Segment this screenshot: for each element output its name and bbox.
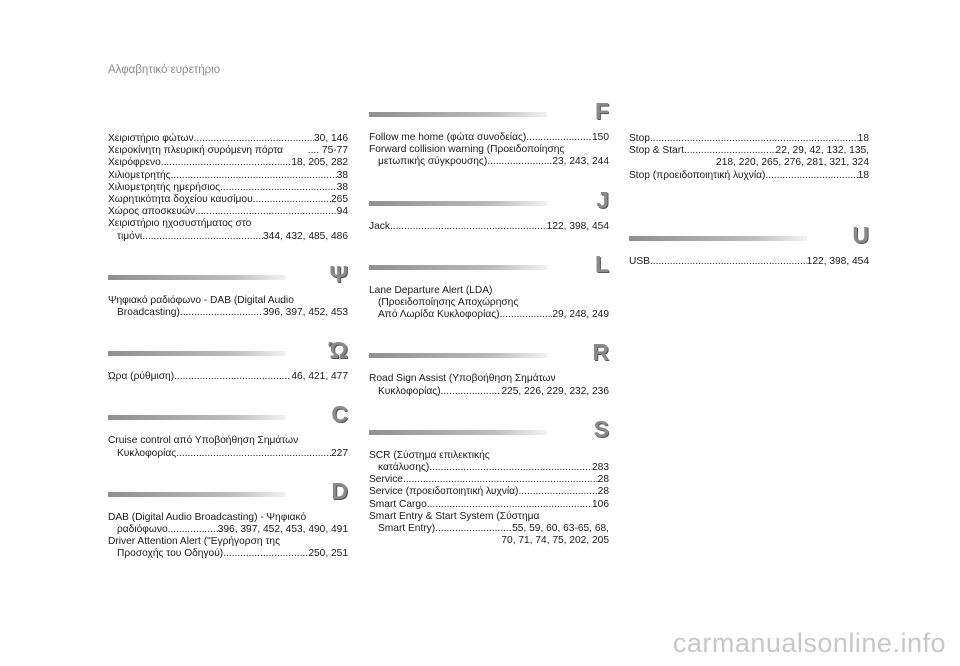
index-section [629,221,869,268]
index-entry[interactable] [369,499,609,511]
dot-leader [174,371,291,383]
section-divider [629,236,807,241]
index-entry[interactable] [369,221,609,233]
index-entry[interactable] [108,435,348,459]
entry-term: Broadcasting) [117,307,180,319]
index-section [629,133,869,182]
index-line [369,156,609,168]
section-divider [369,353,547,358]
index-line [369,474,609,486]
section-divider [369,430,547,435]
dot-leader [650,133,858,145]
section-header [369,250,609,281]
page-refs[interactable]: 344, 432, 485, 486 [263,230,348,242]
entry-term: κατάλυσης) [378,462,430,474]
entry-term: Stop (προειδοποιητική λυχνία) [629,169,766,181]
entry-term: Χιλιομετρητής ημερήσιος [108,181,221,193]
section-letter: L [594,250,609,277]
entry-term: Χωρητικότητα δοχείου καυσίμου [108,194,253,206]
index-line [369,386,609,398]
dot-leader [500,309,553,321]
index-entry[interactable] [108,295,348,319]
dot-leader [650,256,807,268]
index-entry[interactable] [108,145,348,157]
section-divider [108,415,286,420]
index-column-3 [629,133,869,268]
dot-leader [180,307,263,319]
entry-term: Service [369,474,403,486]
section-letter: J [596,186,609,213]
index-line [108,157,348,169]
entry-term: Ψηφιακό ραδιόφωνο - DAB (Digital Audio [108,294,294,306]
page-header: Αλφαβητικό ευρετήριο [108,64,221,76]
dot-leader [441,386,502,398]
dot-leader [403,474,598,486]
index-line [369,523,609,535]
section-letter: U [852,221,869,248]
section-divider [369,265,547,270]
index-section [369,250,609,322]
page-refs[interactable]: 23, 243, 244 [552,156,609,168]
index-line [108,548,348,560]
page-refs[interactable]: 38 [336,169,348,181]
page-refs[interactable]: 18 [857,169,869,181]
index-entry[interactable] [369,144,609,168]
section-letter: D [331,477,348,504]
entry-term: Driver Attention Alert ("Εγρήγορση της [108,536,280,548]
index-column-1 [108,133,348,561]
index-line [369,221,609,233]
section-header [108,403,348,431]
index-entry[interactable] [369,486,609,498]
entry-term: Κυκλοφορίας [117,447,177,459]
dot-leader [765,170,857,182]
entry-term: Smart Entry) [378,523,436,535]
index-entry[interactable] [108,371,348,383]
dot-leader [194,133,314,145]
entry-term: Stop & Start [629,145,684,157]
entry-term: Χώρος αποσκευών [108,206,195,218]
dot-leader [253,194,331,206]
dot-leader [526,132,592,144]
index-line [369,309,609,321]
page-refs[interactable]: 30, 146 [314,133,348,144]
index-line [369,486,609,498]
entry-term: Road Sign Assist (Υποβοήθηση Σημάτων [369,373,556,385]
section-letter: R [592,339,609,366]
entry-term: μετωπικής σύγκρουσης) [378,156,488,168]
dot-leader [176,448,331,460]
section-divider [108,275,286,280]
dot-leader [518,486,597,498]
page-refs[interactable]: 18 [857,133,869,144]
section-letter: Ψ [329,260,348,287]
index-line [108,448,348,460]
index-line [108,194,348,206]
section-divider [369,201,547,206]
page-refs[interactable]: 29, 248, 249 [552,309,609,321]
index-entry[interactable] [108,218,348,242]
dot-leader [142,231,263,243]
page-refs[interactable]: 55, 59, 60, 63-65, 68, [512,523,609,535]
index-entry[interactable] [369,285,609,322]
index-entry[interactable] [629,170,869,182]
page-refs[interactable]: 94 [336,206,348,218]
index-entry[interactable] [108,206,348,218]
page-refs[interactable]: 28 [597,474,609,486]
index-section [369,186,609,233]
page-refs[interactable]: 38 [336,181,348,193]
index-line [629,145,869,157]
page-refs[interactable]: 122, 398, 454 [546,220,609,232]
section-divider [108,351,286,356]
index-line [369,132,609,144]
index-line [629,170,869,182]
index-line [369,499,609,511]
entry-term: Ώρα (ρύθμιση) [108,371,175,383]
dot-leader [429,462,592,474]
section-header [369,415,609,446]
index-line [108,371,348,383]
entry-term: Follow me home (φώτα συνοδείας) [369,132,527,143]
index-entry[interactable] [369,373,609,397]
entry-term: SCR (Σύστημα επιλεκτικής [369,449,490,461]
section-header [108,477,348,508]
entry-term: Χειρόφρενο [108,157,161,169]
index-section [108,133,348,243]
index-line [108,524,348,536]
index-section [108,339,348,383]
index-line [629,256,869,268]
index-section [369,415,609,548]
page-refs[interactable]: 283 [592,462,609,474]
index-entry[interactable] [369,474,609,486]
section-divider [108,492,286,497]
section-header [369,186,609,217]
entry-term: Stop [629,133,650,144]
page-refs[interactable]: 150 [592,132,609,143]
index-line [108,133,348,145]
section-header [108,339,348,367]
index-line [108,170,348,182]
entry-term: Lane Departure Alert (LDA) [369,284,493,296]
index-entry[interactable] [369,511,609,548]
entry-continuation: (Προειδοποίησης Αποχώρησης [378,297,519,309]
page-refs[interactable]: 22, 29, 42, 132, 135, [775,145,869,157]
page-refs[interactable]: 225, 226, 229, 232, 236 [501,385,609,397]
index-line [108,231,348,243]
page-refs-continuation: 218, 220, 265, 276, 281, 321, 324 [716,157,869,169]
index-section [369,100,609,169]
watermark: carmanualsonline.info [672,628,946,658]
index-line [108,145,348,157]
page-refs[interactable]: 265 [331,194,348,206]
entry-term: Service (προειδοποιητική λυχνία) [369,486,519,498]
index-entry[interactable] [108,536,348,560]
entry-term: ραδιόφωνο [117,524,168,536]
section-header [369,341,609,369]
entry-term: Χειριστήριο φώτων [108,133,194,144]
dot-leader [168,524,218,536]
entry-term: Χιλιομετρητής [108,169,171,181]
index-line [108,206,348,218]
entry-term: Κυκλοφορίας) [378,385,441,397]
entry-term: Jack [369,220,390,232]
dot-leader [195,206,337,218]
section-header [108,260,348,291]
entry-term: USB [629,255,650,267]
entry-term: DAB (Digital Audio Broadcasting) - Ψηφιακό [108,511,307,523]
page-refs[interactable]: 28 [597,486,609,498]
page-refs[interactable]: 122, 398, 454 [806,255,869,267]
entry-term: Χειριστήριο ηχοσυστήματος στο [108,218,252,230]
entry-term: Από Λωρίδα Κυκλοφορίας) [378,309,500,321]
dot-leader [487,156,552,168]
page-refs[interactable]: 18, 205, 282 [291,157,348,169]
index-section [108,477,348,561]
section-header [369,100,609,128]
dot-leader [171,170,337,182]
index-line [369,462,609,474]
index-entry[interactable] [108,133,348,145]
page-refs[interactable]: 46, 421, 477 [291,371,348,383]
page-refs[interactable]: 396, 397, 452, 453 [263,307,348,319]
index-section [369,341,609,397]
entry-term: Forward collision warning (Προειδοποίησης [369,144,565,156]
dot-leader [223,548,308,560]
page-refs[interactable]: 396, 397, 452, 453, 490, 491 [217,524,348,536]
dot-leader [161,157,292,169]
dot-leader [684,145,776,157]
section-letter: S [593,415,609,442]
section-letter: Ώ [328,337,348,364]
section-header [629,221,869,252]
page-refs[interactable]: 106 [592,498,609,510]
section-divider [369,112,547,117]
index-entry[interactable] [629,133,869,145]
section-letter: F [594,98,609,124]
index-entry[interactable] [108,182,348,194]
index-entry[interactable] [108,170,348,182]
dot-leader [390,221,547,233]
index-section [108,403,348,459]
entry-term: Χειροκίνητη πλευρική συρόμενη πόρτα [108,145,284,157]
index-entry[interactable] [108,157,348,169]
entry-term: Cruise control από Υποβοήθηση Σημάτων [108,435,299,447]
index-line [108,182,348,194]
page-refs[interactable]: .... 75-77 [307,145,348,157]
section-letter: C [331,401,348,428]
entry-term: Smart Cargo [369,498,427,510]
index-entry[interactable] [629,145,869,169]
dot-leader [427,499,592,511]
entry-term: Προσοχής του Οδηγού) [117,548,224,560]
dot-leader [435,523,512,535]
entry-term: Smart Entry & Start System (Σύστημα [369,510,540,522]
dot-leader [220,182,337,194]
index-entry[interactable] [629,256,869,268]
page-refs[interactable]: 227 [331,447,348,459]
index-section [108,260,348,319]
index-line [629,133,869,145]
index-column-2 [369,100,609,547]
index-entry[interactable] [108,512,348,536]
index-entry[interactable] [369,450,609,474]
index-entry[interactable] [108,194,348,206]
entry-term: τιμόνι [117,230,143,242]
index-line [108,307,348,319]
page-refs-continuation: 70, 71, 74, 75, 202, 205 [501,535,609,547]
page-refs[interactable]: 250, 251 [308,548,348,560]
index-entry[interactable] [369,132,609,144]
